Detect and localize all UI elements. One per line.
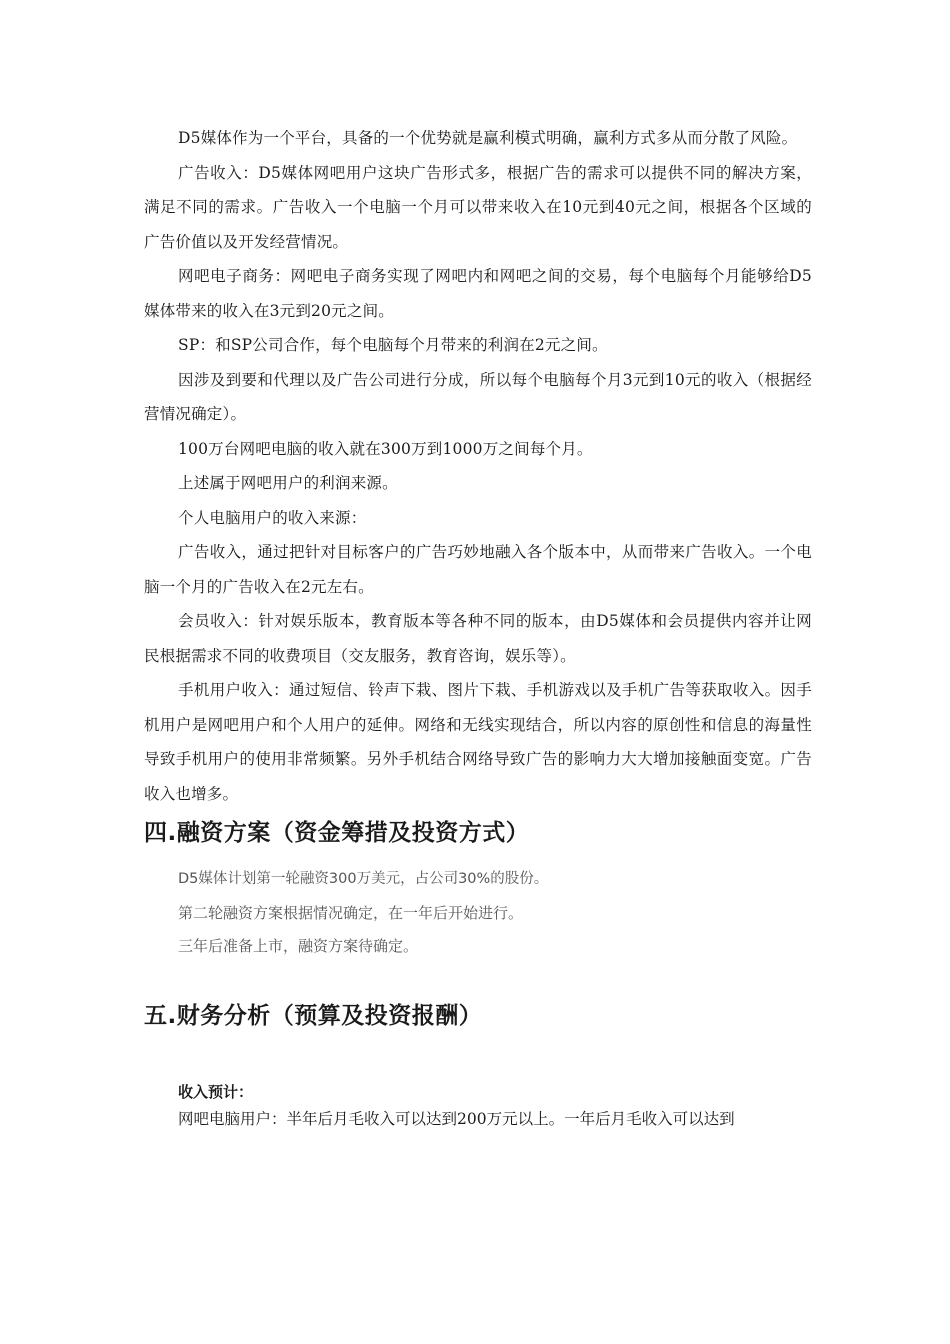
paragraph-netcafe-forecast: 网吧电脑用户：半年后月毛收入可以达到200万元以上。一年后月毛收入可以达到 — [178, 1109, 735, 1128]
paragraph-ad-revenue: 广告收入：D5媒体网吧用户这块广告形式多，根据广告的需求可以提供不同的解决方案，满足不同的需求。广告收入一个电脑一个月可以带来收入在10元到40元之间，根据各个区域的广告价值以及开发经营情况。 — [144, 163, 812, 251]
paragraph-pc-users-intro: 个人电脑用户的收入来源： — [178, 508, 367, 527]
paragraph-revenue-split: 因涉及到要和代理以及广告公司进行分成，所以每个电脑每个月3元到10元的收入（根据经营情况确定）。 — [144, 370, 812, 423]
heading-financing-plan: 四.融资方案（资金筹措及投资方式） — [144, 820, 530, 846]
paragraph-pc-ad-revenue: 广告收入，通过把针对目标客户的广告巧妙地融入各个版本中，从而带来广告收入。一个电脑一个月的广告收入在2元左右。 — [144, 543, 812, 596]
paragraph-total-netcafe: 100万台网吧电脑的收入就在300万到1000万之间每个月。 — [178, 439, 593, 458]
paragraph-netcafe-summary: 上述属于网吧用户的利润来源。 — [178, 474, 398, 492]
paragraph-sp: SP：和SP公司合作，每个电脑每个月带来的利润在2元之间。 — [178, 336, 608, 354]
subheading-revenue-forecast: 收入预计： — [178, 1082, 254, 1101]
paragraph-ecommerce: 网吧电子商务：网吧电子商务实现了网吧内和网吧之间的交易，每个电脑每个月能够给D5媒体带来的收入在3元到20元之间。 — [144, 267, 812, 320]
revenue-section — [144, 121, 812, 811]
financing-section — [144, 863, 812, 964]
paragraph-second-round: 第二轮融资方案根据情况确定，在一年后开始进行。 — [178, 903, 524, 922]
heading-financial-analysis: 五.财务分析（预算及投资报酬） — [144, 1002, 483, 1029]
paragraph-membership: 会员收入：针对娱乐版本，教育版本等各种不同的版本，由D5媒体和会员提供内容并让网民根据需求不同的收费项目（交友服务，教育咨询，娱乐等）。 — [144, 612, 812, 665]
paragraph-platform-advantage: D5媒体作为一个平台，具备的一个优势就是赢利模式明确，赢利方式多从而分散了风险。 — [178, 129, 798, 147]
financial-analysis-section — [144, 1080, 812, 1134]
document-page — [144, 121, 812, 1134]
paragraph-ipo: 三年后准备上市，融资方案待确定。 — [178, 937, 419, 955]
paragraph-mobile: 手机用户收入：通过短信、铃声下栽、图片下栽、手机游戏以及手机广告等获取收入。因手机用户是网吧用户和个人用户的延伸。网络和无线实现结合，所以内容的原创性和信息的海量性导致手机用户的使用非常频繁。另外手机结合网络导致广告的影响力大大增加接触面变宽。广告收入也增多。 — [144, 681, 812, 803]
paragraph-first-round: D5媒体计划第一轮融资300万美元，占公司30%的股份。 — [178, 871, 549, 887]
